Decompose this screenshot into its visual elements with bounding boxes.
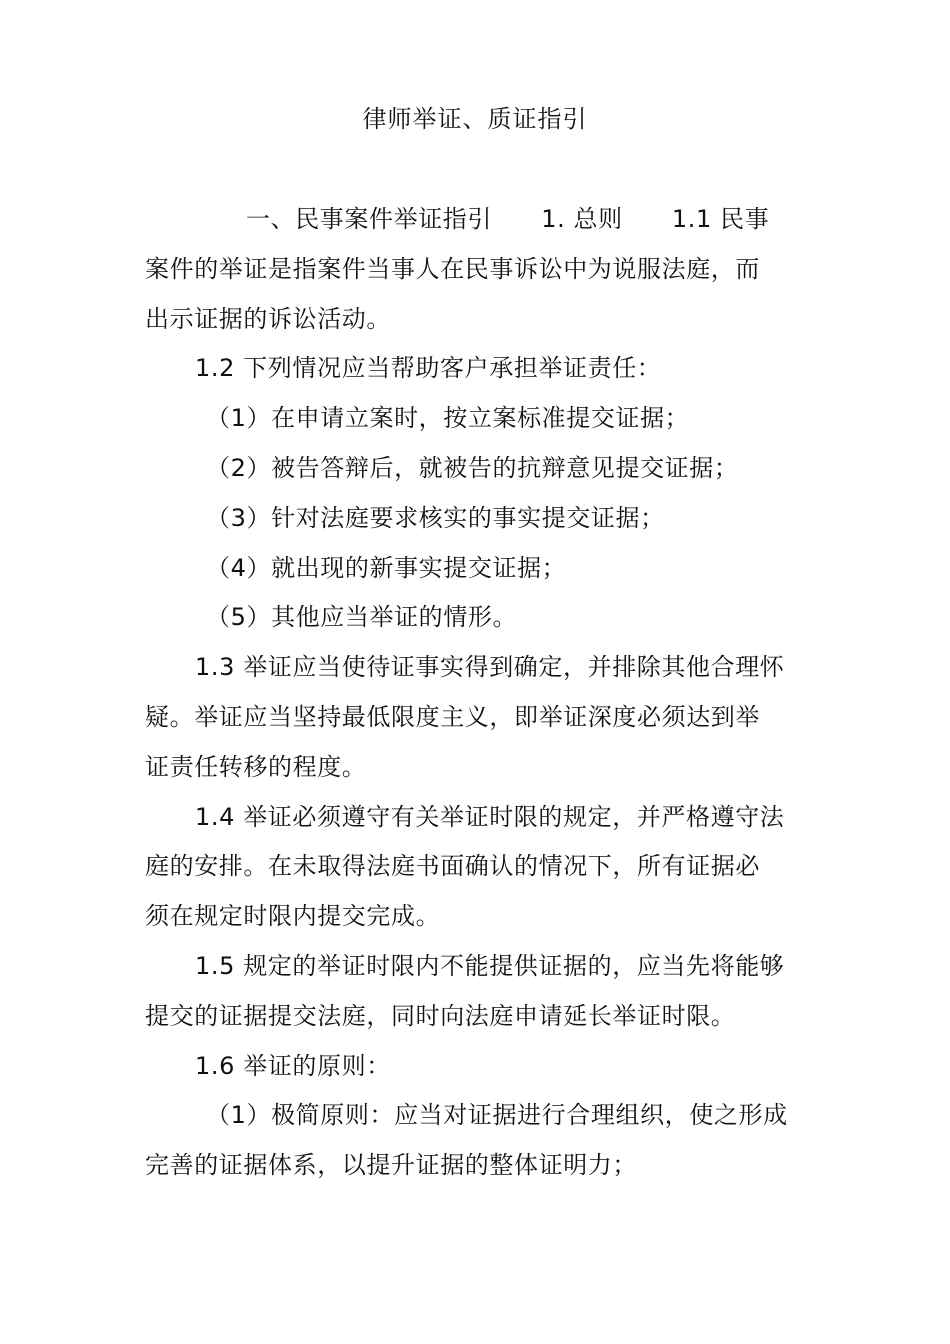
paragraph-line: 案件的举证是指案件当事人在民事诉讼中为说服法庭，而 [145, 254, 760, 283]
list-item: （3）针对法庭要求核实的事实提交证据； [206, 503, 665, 532]
paragraph-line: 1.5 规定的举证时限内不能提供证据的，应当先将能够 [195, 951, 785, 980]
paragraph-line: 须在规定时限内提交完成。 [145, 902, 441, 931]
paragraph-line: 1.4 举证必须遵守有关举证时限的规定，并严格遵守法 [195, 802, 785, 831]
paragraph-line: 疑。举证应当坚持最低限度主义，即举证深度必须达到举 [145, 702, 760, 731]
paragraph-line: 证责任转移的程度。 [145, 752, 367, 781]
list-item: （4）就出现的新事实提交证据； [206, 553, 567, 582]
paragraph-line: 庭的安排。在未取得法庭书面确认的情况下，所有证据必 [145, 852, 760, 881]
paragraph-line: 完善的证据体系，以提升证据的整体证明力； [145, 1151, 637, 1180]
paragraph-line: 提交的证据提交法庭，同时向法庭申请延长举证时限。 [145, 1001, 736, 1030]
document-body [145, 195, 810, 1191]
paragraph-line: 1.2 下列情况应当帮助客户承担举证责任： [195, 354, 662, 383]
list-item: （5）其他应当举证的情形。 [206, 603, 518, 632]
list-item: （1）在申请立案时，按立案标准提交证据； [206, 404, 690, 433]
paragraph-line: 1.6 举证的原则： [195, 1051, 391, 1080]
paragraph-line: 出示证据的诉讼活动。 [145, 304, 391, 333]
list-item: （1）极简原则：应当对证据进行合理组织，使之形成 [206, 1101, 788, 1130]
section-heading-line: 一、民事案件举证指引 1. 总则 1.1 民事 [246, 205, 770, 233]
paragraph-line: 1.3 举证应当使待证事实得到确定，并排除其他合理怀 [195, 653, 785, 682]
document-title: 律师举证、质证指引 [362, 105, 588, 133]
list-item: （2）被告答辩后，就被告的抗辩意见提交证据； [206, 453, 739, 482]
